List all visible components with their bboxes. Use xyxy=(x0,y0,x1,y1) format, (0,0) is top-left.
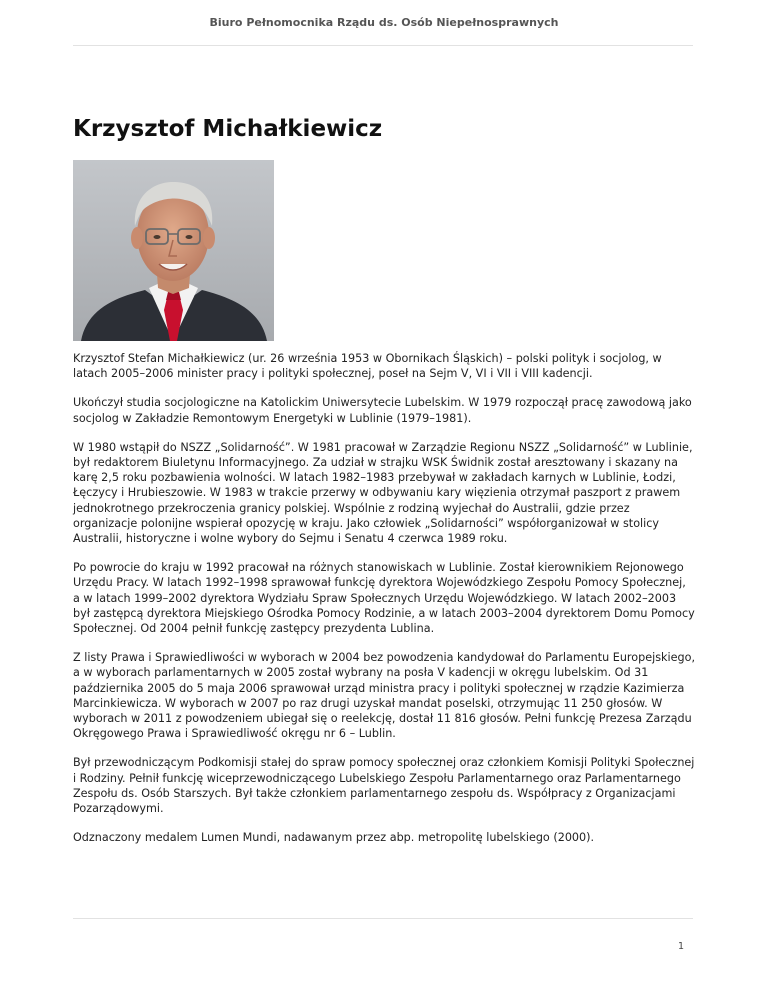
header-divider xyxy=(73,45,693,46)
paragraph-committees: Był przewodniczącym Podkomisji stałej do spraw pomocy społecznej oraz członkiem Komisji Polityki Społecznej i Rodziny. Pełnił funkcję wiceprzewodniczącego Lubelskiego Zespołu Parlamentarnego oraz Parlamentarnego Zespołu ds. Osób Starszych. Był także członkiem parlamentarnego zespołu ds. Współpracy z Organizacjami Pozarządowymi. xyxy=(73,756,695,816)
paragraph-politics: Z listy Prawa i Sprawiedliwości w wyborach w 2004 bez powodzenia kandydował do Parlamentu Europejskiego, a w wyborach parlamentarnych w 2005 został wybrany na posła V kadencji w okręgu lubelskim. Od 31 października 2005 do 5 maja 2006 sprawował urząd ministra pracy i polityki społecznej w rządzie Kazimierza Marcinkiewicza. W wyborach w 2007 po raz drugi uzyskał mandat poselski, otrzymując 11 250 głosów. W wyborach w 2011 z powodzeniem ubiegał się o reelekcję, dostał 11 816 głosów. Pełni funkcję Prezesa Zarządu Okręgowego Prawa i Sprawiedliwość okręgu nr 6 – Lublin. xyxy=(73,651,696,741)
page-number: 1 xyxy=(678,941,685,952)
article-body xyxy=(73,351,695,859)
paragraph-career: Po powrocie do kraju w 1992 pracował na różnych stanowiskach w Lublinie. Został kierownikiem Rejonowego Urzędu Pracy. W latach 1992–1998 sprawował funkcję dyrektora Wojewódzkiego Zespołu Pomocy Społecznej, a w latach 1999–2002 dyrektora Wydziału Spraw Społecznych Urzędu Wojewódzkiego. W latach 2002–2003 był zastępcą dyrektora Miejskiego Ośrodka Pomocy Rodzinie, a w latach 2003–2004 dyrektorem Domu Pomocy Społecznej. Od 2004 pełnił funkcję zastępcy prezydenta Lublina. xyxy=(73,561,695,636)
paragraph-education: Ukończył studia socjologiczne na Katolickim Uniwersytecie Lubelskim. W 1979 rozpoczął pracę zawodową jako socjolog w Zakładzie Remontowym Energetyki w Lublinie (1979–1981). xyxy=(73,396,692,425)
page-title: Krzysztof Michałkiewicz xyxy=(73,116,383,142)
portrait-photo xyxy=(73,160,274,341)
footer-divider xyxy=(73,918,693,919)
document-header-title: Biuro Pełnomocnika Rządu ds. Osób Niepełnosprawnych xyxy=(209,16,559,29)
paragraph-awards: Odznaczony medalem Lumen Mundi, nadawanym przez abp. metropolitę lubelskiego (2000). xyxy=(73,831,595,845)
paragraph-intro: Krzysztof Stefan Michałkiewicz (ur. 26 września 1953 w Obornikach Śląskich) – polski polityk i socjolog, w latach 2005–2006 minister pracy i polityki społecznej, poseł na Sejm V, VI i VII i VIII kadencji. xyxy=(73,352,662,381)
paragraph-solidarity: W 1980 wstąpił do NSZZ „Solidarność”. W 1981 pracował w Zarządzie Regionu NSZZ „Solidarność” w Lublinie, był redaktorem Biuletynu Informacyjnego. Za udział w strajku WSK Świdnik został aresztowany i skazany na karę 2,5 roku pozbawienia wolności. W latach 1982–1983 przebywał w zakładach karnych w Lublinie, Łodzi, Łęczycy i Hrubieszowie. W 1983 w trakcie przerwy w odbywaniu kary więzienia otrzymał paszport z prawem jednokrotnego przekroczenia granicy polskiej. Wspólnie z rodziną wyjechał do Australii, gdzie przez organizacje polonijne wspierał opozycję w kraju. Jako człowiek „Solidarności” współorganizował w stolicy Australii, historyczne i wolne wybory do Sejmu i Senatu 4 czerwca 1989 roku. xyxy=(73,440,693,546)
